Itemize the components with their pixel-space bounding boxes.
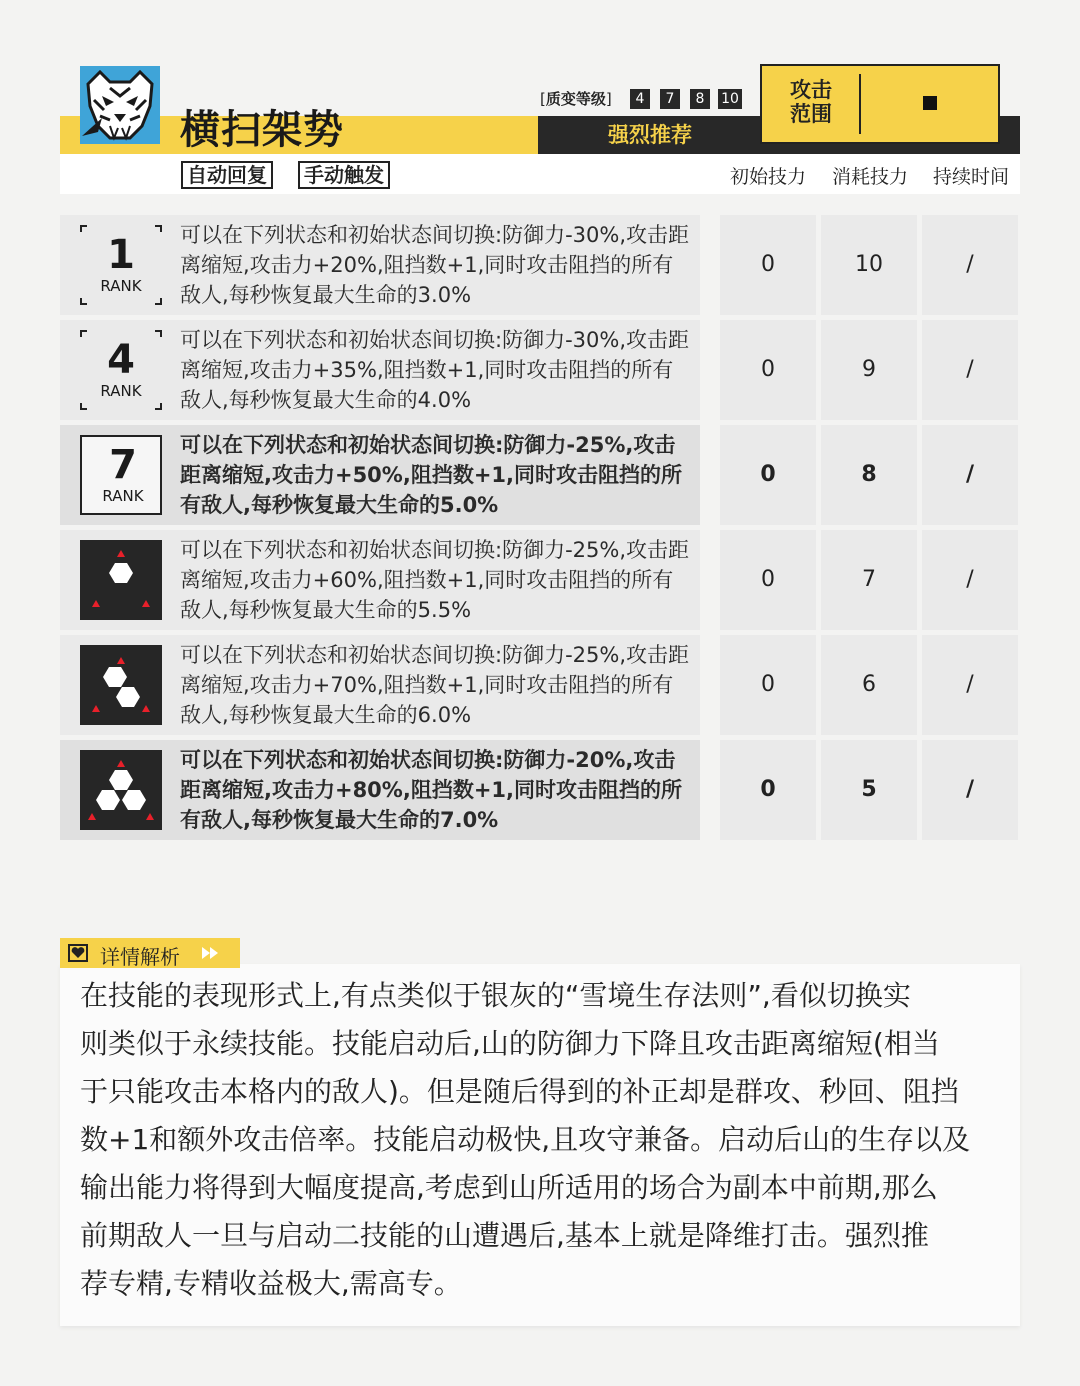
sp-cost-value: 8 <box>821 425 917 525</box>
sp-cost-value: 5 <box>821 740 917 840</box>
duration-value: / <box>922 530 1018 630</box>
rank-number: 7 <box>109 442 137 488</box>
row-description: 可以在下列状态和初始状态间切换:防御力-25%,攻击距离缩短,攻击力+50%,阻挡数+1,同时攻击阻挡的所有敌人,每秒恢复最大生命的5.0% <box>180 433 682 517</box>
range-divider <box>859 74 861 134</box>
column-initial-sp: 初始技力 <box>729 166 806 188</box>
analysis-line: 输出能力将得到大幅度提高,考虑到山所适用的场合为副本中前期,那么 <box>80 1171 938 1204</box>
analysis-line: 则类似于永续技能。技能启动后,山的防御力下降且攻击距离缩短(相当 <box>80 1027 940 1060</box>
initial-sp-value: 0 <box>720 425 816 525</box>
heart-icon <box>68 944 88 962</box>
tag-manual-trigger: 手动触发 <box>298 161 390 189</box>
duration-value: / <box>922 635 1018 735</box>
grade-level-7: 7 <box>660 89 680 109</box>
mastery-3-icon <box>80 750 162 830</box>
rank-badge <box>80 435 162 515</box>
analysis-line: 在技能的表现形式上,有点类似于银灰的“雪境生存法则”,看似切换实 <box>80 979 911 1012</box>
mastery-1-icon <box>80 540 162 620</box>
recommend-label: 强烈推荐 <box>608 123 692 147</box>
mastery-2-icon <box>80 645 162 725</box>
initial-sp-value: 0 <box>720 635 816 735</box>
initial-sp-value: 0 <box>720 320 816 420</box>
sp-cost-value: 10 <box>821 215 917 315</box>
sp-cost-value: 9 <box>821 320 917 420</box>
analysis-line: 前期敌人一旦与启动二技能的山遭遇后,基本上就是降维打击。强烈推 <box>80 1219 929 1252</box>
duration-value: / <box>922 215 1018 315</box>
row-description: 可以在下列状态和初始状态间切换:防御力-20%,攻击距离缩短,攻击力+80%,阻挡数+1,同时攻击阻挡的所有敌人,每秒恢复最大生命的7.0% <box>180 748 682 832</box>
grade-level-4: 4 <box>630 89 650 109</box>
grade-level-8: 8 <box>690 89 710 109</box>
rank-badge <box>80 225 162 305</box>
analysis-line: 数+1和额外攻击倍率。技能启动极快,且攻守兼备。启动后山的生存以及 <box>80 1123 971 1156</box>
analysis-line: 于只能攻击本格内的敌人)。但是随后得到的补正却是群攻、秒回、阻挡 <box>80 1075 959 1108</box>
rank-badge <box>80 330 162 410</box>
tag-auto-recovery: 自动回复 <box>181 161 273 189</box>
row-description: 可以在下列状态和初始状态间切换:防御力-25%,攻击距离缩短,攻击力+60%,阻挡数+1,同时攻击阻挡的所有敌人,每秒恢复最大生命的5.5% <box>180 538 690 622</box>
rank-number: 1 <box>107 232 135 278</box>
initial-sp-value: 0 <box>720 215 816 315</box>
analysis-line: 荐专精,专精收益极大,需高专。 <box>80 1267 462 1300</box>
row-description: 可以在下列状态和初始状态间切换:防御力-30%,攻击距离缩短,攻击力+20%,阻挡数+1,同时攻击阻挡的所有敌人,每秒恢复最大生命的3.0% <box>180 223 690 307</box>
duration-value: / <box>922 320 1018 420</box>
row-description: 可以在下列状态和初始状态间切换:防御力-30%,攻击距离缩短,攻击力+35%,阻挡数+1,同时攻击阻挡的所有敌人,每秒恢复最大生命的4.0% <box>180 328 690 412</box>
rank-number: 4 <box>107 337 135 383</box>
double-arrow-icon <box>200 946 222 960</box>
grade-label: [质变等级] <box>540 90 612 108</box>
analysis-tab-label: 详情解析 <box>100 945 180 969</box>
duration-value: / <box>922 740 1018 840</box>
skill-title: 横扫架势 <box>180 107 344 153</box>
rank-label: RANK <box>100 277 142 295</box>
sp-cost-value: 6 <box>821 635 917 735</box>
attack-range-label: 攻击范围 <box>790 78 832 126</box>
rank-label: RANK <box>102 487 144 505</box>
column-duration: 持续时间 <box>932 166 1009 188</box>
column-sp-cost: 消耗技力 <box>831 166 908 188</box>
duration-value: / <box>922 425 1018 525</box>
tiger-head-icon <box>80 66 160 144</box>
rank-label: RANK <box>100 382 142 400</box>
grade-level-10: 10 <box>718 89 742 109</box>
analysis-text <box>80 972 1005 1308</box>
sp-cost-value: 7 <box>821 530 917 630</box>
initial-sp-value: 0 <box>720 530 816 630</box>
row-description: 可以在下列状态和初始状态间切换:防御力-25%,攻击距离缩短,攻击力+70%,阻挡数+1,同时攻击阻挡的所有敌人,每秒恢复最大生命的6.0% <box>180 643 690 727</box>
initial-sp-value: 0 <box>720 740 816 840</box>
range-cell-icon <box>923 96 937 110</box>
